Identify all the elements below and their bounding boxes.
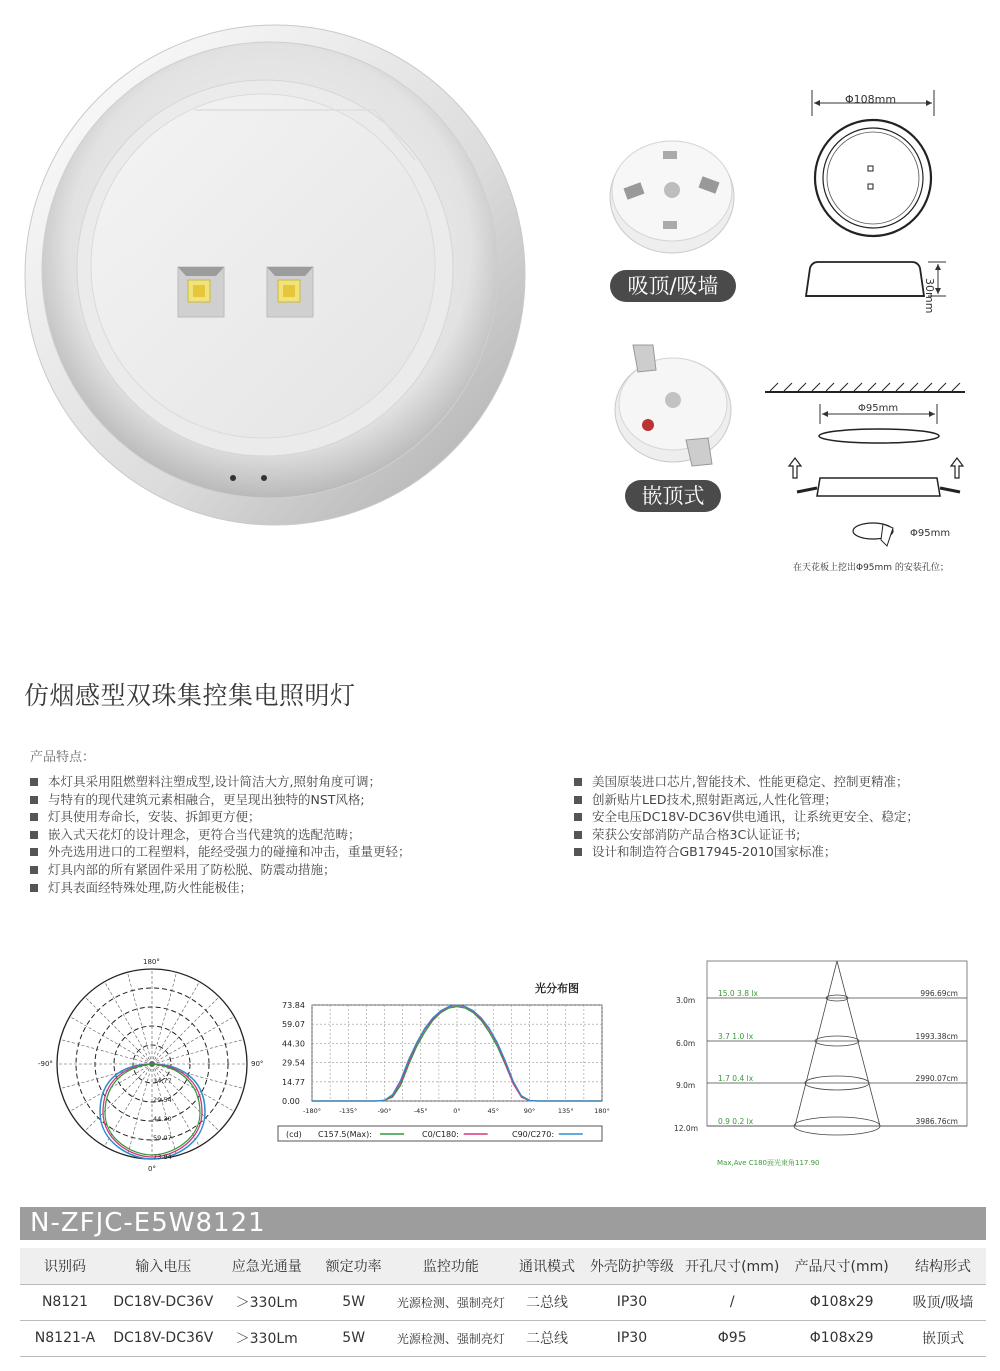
cell-monitor: 光源检测、强制亮灯: [396, 1295, 505, 1310]
list-item: 本灯具采用阻燃塑料注塑成型,设计简洁大方,照射角度可调；: [28, 773, 411, 791]
beam-lux: 1.7 0.4 lx: [718, 1074, 754, 1083]
recessed-back-photo: [608, 340, 738, 470]
polar-spoke: [152, 982, 200, 1064]
beam-diameter: 2990.07cm: [915, 1074, 958, 1083]
list-item: 嵌入式天花灯的设计理念，更符合当代建筑的选配范畴；: [28, 826, 411, 844]
table-row: [20, 1284, 986, 1320]
legend-label: C90/C270:: [512, 1130, 555, 1139]
polar-spoke: [127, 1064, 152, 1156]
light-distribution-chart: [270, 975, 610, 1150]
polar-spoke: [152, 1039, 244, 1064]
polar-chart: [30, 952, 270, 1174]
diameter-label: Φ108mm: [845, 93, 897, 106]
polar-angle-label: -90°: [38, 1060, 53, 1068]
cell-mount: 嵌顶式: [921, 1331, 964, 1347]
list-item: 荣获公安部消防产品合格3C认证证书;: [572, 826, 919, 844]
header-cell: 应急光通量: [231, 1258, 302, 1275]
cell-flux: ＞330Lm: [235, 1295, 298, 1311]
beam-distance: 12.0m: [674, 1124, 699, 1133]
polar-radial-label: 44.30: [153, 1115, 172, 1123]
x-tick-label: -135°: [339, 1107, 358, 1115]
y-tick-label: 0.00: [282, 1097, 300, 1106]
install-note: 在天花板上挖出Φ95mm 的安装孔位；: [793, 563, 949, 573]
polar-radial-label: 14.77: [153, 1077, 172, 1085]
polar-spoke: [60, 1039, 152, 1064]
table-row: [20, 1320, 986, 1356]
beam-distance: 9.0m: [676, 1081, 696, 1090]
list-item: 灯具表面经特殊处理,防火性能极佳；: [28, 879, 411, 897]
surface-mount-back-photo: [605, 135, 740, 255]
header-cell: 结构形式: [914, 1258, 971, 1275]
y-tick-label: 29.54: [282, 1058, 305, 1068]
beam-diameter: 3986.76cm: [915, 1117, 958, 1126]
header-cell: 额定功率: [325, 1258, 382, 1275]
height-label: 30mm: [923, 278, 936, 314]
model-name: N-ZFJC-E5W8121: [30, 1208, 266, 1238]
y-tick-label: 44.30: [282, 1039, 305, 1049]
cell-power: 5W: [342, 1330, 366, 1346]
x-tick-label: 135°: [557, 1107, 574, 1115]
chart-title: 光分布图: [535, 982, 579, 995]
list-item: 设计和制造符合GB17945-2010国家标准；: [572, 843, 919, 861]
beam-diameter: 996.69cm: [920, 989, 958, 998]
header-cell: 监控功能: [422, 1258, 479, 1275]
cell-cutout: Φ95: [717, 1330, 747, 1346]
cell-voltage: DC18V-DC36V: [113, 1330, 214, 1346]
x-tick-label: 180°: [594, 1107, 610, 1115]
cell-comm: 二总线: [526, 1331, 569, 1347]
cell-size: Φ108x29: [809, 1294, 874, 1310]
x-tick-label: 90°: [523, 1107, 536, 1115]
y-tick-label: 14.77: [282, 1077, 305, 1087]
cell-ip: IP30: [616, 1330, 648, 1346]
polar-spoke: [152, 972, 177, 1064]
header-cell: 输入电压: [135, 1258, 192, 1275]
recessed-mount-label: 嵌顶式: [625, 480, 721, 512]
cell-monitor: 光源检测、强制亮灯: [396, 1331, 505, 1346]
cell-cutout: /: [729, 1294, 735, 1310]
polar-radial-label: 59.07: [153, 1134, 172, 1142]
cell-ip: IP30: [616, 1294, 648, 1310]
header-cell: 开孔尺寸(mm): [685, 1258, 780, 1275]
header-cell: 产品尺寸(mm): [794, 1258, 889, 1275]
list-item: 安全电压DC18V-DC36V供电通讯，让系统更安全、稳定；: [572, 808, 919, 826]
polar-spoke: [85, 1064, 152, 1131]
led-right: [267, 267, 313, 317]
polar-spoke: [85, 997, 152, 1064]
beam-lux: 0.9 0.2 lx: [718, 1117, 754, 1126]
polar-spoke: [152, 997, 219, 1064]
legend-label: C157.5(Max):: [318, 1130, 372, 1139]
polar-radial-label: 73.84: [153, 1153, 172, 1161]
list-item: 与特有的现代建筑元素相融合，更呈现出独特的NST风格;: [28, 791, 411, 809]
spec-table: [20, 1248, 986, 1357]
header-cell: 识别码: [44, 1258, 87, 1275]
led-left: [178, 267, 224, 317]
legend-unit: (cd): [286, 1130, 302, 1139]
y-tick-label: 73.84: [282, 1001, 305, 1010]
table-header-row: [20, 1248, 986, 1284]
side-view-drawing: [800, 256, 965, 308]
list-item: 创新贴片LED技术,照射距离远,人性化管理；: [572, 791, 919, 809]
beam-lux: 15.0 3.8 lx: [718, 989, 758, 998]
x-tick-label: 0°: [453, 1107, 461, 1115]
header-cell: 外壳防护等级: [589, 1258, 674, 1275]
polar-spoke: [152, 1017, 234, 1065]
list-item: 灯具使用寿命长，安装、拆卸更方便；: [28, 808, 411, 826]
polar-angle-label: 90°: [251, 1060, 264, 1068]
surface-mount-label: 吸顶/吸墙: [610, 270, 736, 302]
beam-distance: 6.0m: [676, 1039, 696, 1048]
header-cell: 通讯模式: [519, 1258, 576, 1275]
beam-distance: 3.0m: [676, 996, 696, 1005]
cell-mount: 吸顶/吸墙: [912, 1295, 974, 1311]
cutout-width-label: Φ95mm: [858, 403, 899, 414]
polar-radial-label: 29.54: [153, 1096, 172, 1104]
x-tick-label: -45°: [413, 1107, 428, 1115]
list-item: 美国原装进口芯片,智能技术、性能更稳定、控制更精准；: [572, 773, 919, 791]
features-heading: 产品特点：: [30, 750, 96, 765]
product-photo: [20, 20, 540, 540]
feature-list-right: [572, 773, 919, 861]
polar-angle-label: 180°: [143, 958, 160, 966]
feature-list-left: [28, 773, 411, 896]
y-tick-label: 59.07: [282, 1020, 305, 1030]
cell-code: N8121-A: [34, 1330, 96, 1346]
beam-lux: 3.7 1.0 lx: [718, 1032, 754, 1041]
model-bar: [20, 1207, 986, 1240]
cell-size: Φ108x29: [809, 1330, 874, 1346]
hole-diameter-label: Φ95mm: [910, 528, 951, 539]
polar-spoke: [105, 982, 153, 1064]
cell-power: 5W: [342, 1294, 366, 1310]
product-title: 仿烟感型双珠集控集电照明灯: [24, 681, 356, 710]
legend-label: C0/C180:: [422, 1130, 459, 1139]
cell-flux: ＞330Lm: [235, 1331, 298, 1347]
polar-spoke: [127, 972, 152, 1064]
cell-code: N8121: [41, 1294, 89, 1310]
x-tick-label: -90°: [377, 1107, 392, 1115]
polar-angle-label: 0°: [148, 1165, 156, 1173]
list-item: 外壳选用进口的工程塑料，能经受强力的碰撞和冲击，重量更轻；: [28, 843, 411, 861]
beam-footer: Max,Ave C180面光束角117.90: [717, 1159, 820, 1167]
beam-angle-chart: [670, 958, 980, 1173]
list-item: 灯具内部的所有紧固件采用了防松脱、防震动措施；: [28, 861, 411, 879]
x-tick-label: 45°: [487, 1107, 500, 1115]
polar-spoke: [70, 1017, 152, 1065]
x-tick-label: -180°: [302, 1107, 322, 1115]
top-view-drawing: [800, 88, 980, 238]
cell-comm: 二总线: [526, 1295, 569, 1311]
cell-voltage: DC18V-DC36V: [113, 1294, 214, 1310]
beam-diameter: 1993.38cm: [915, 1032, 958, 1041]
